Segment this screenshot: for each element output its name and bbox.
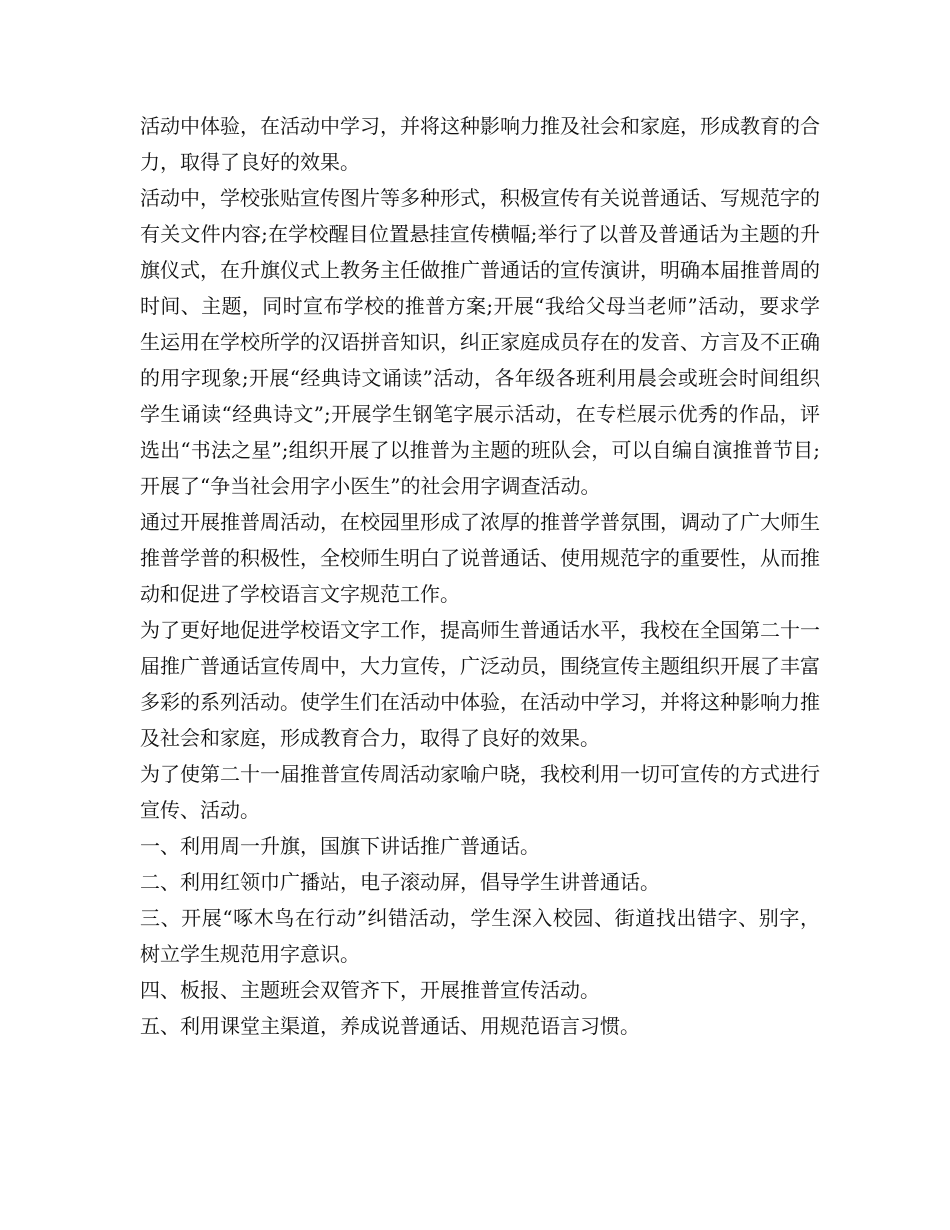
paragraph-5: 为了使第二十一届推普宣传周活动家喻户晓，我校利用一切可宣传的方式进行宣传、活动。 [140, 762, 820, 822]
paragraph-4: 为了更好地促进学校语文字工作，提高师生普通话水平，我校在全国第二十一届推广普通话宣传周中，大力宣传，广泛动员，围绕宣传主题组织开展了丰富多彩的系列活动。使学生们在活动中体验，在活动中学习，并将这种影响力推及社会和家庭，形成教育合力，取得了良好的效果。 [140, 618, 820, 750]
list-item-4: 四、板报、主题班会双管齐下，开展推普宣传活动。 [140, 978, 600, 1002]
list-item-5: 五、利用课堂主渠道，养成说普通话、用规范语言习惯。 [140, 1014, 640, 1038]
paragraph-1: 活动中体验，在活动中学习，并将这种影响力推及社会和家庭，形成教育的合力，取得了良好的效果。 [140, 114, 820, 174]
paragraph-2: 活动中，学校张贴宣传图片等多种形式，积极宣传有关说普通话、写规范字的有关文件内容;在学校醒目位置悬挂宣传横幅;举行了以普及普通话为主题的升旗仪式，在升旗仪式上教务主任做推广普通话的宣传演讲，明确本届推普周的时间、主题，同时宣布学校的推普方案;开展“我给父母当老师”活动，要求学生运用在学校所学的汉语拼音知识，纠正家庭成员存在的发音、方言及不正确的用字现象;开展“经典诗文诵读”活动，各年级各班利用晨会或班会时间组织学生诵读“经典诗文”;开展学生钢笔字展示活动，在专栏展示优秀的作品，评选出“书法之星”;组织开展了以推普为主题的班队会，可以自编自演推普节目;开展了“争当社会用字小医生”的社会用字调查活动。 [140, 186, 820, 498]
list-item-3: 三、开展“啄木鸟在行动”纠错活动，学生深入校园、街道找出错字、别字，树立学生规范用字意识。 [140, 906, 820, 966]
list-item-2: 二、利用红领巾广播站，电子滚动屏，倡导学生讲普通话。 [140, 870, 660, 894]
list-item-1: 一、利用周一升旗，国旗下讲话推广普通话。 [140, 834, 540, 858]
paragraph-3: 通过开展推普周活动，在校园里形成了浓厚的推普学普氛围，调动了广大师生推普学普的积极性，全校师生明白了说普通话、使用规范字的重要性，从而推动和促进了学校语言文字规范工作。 [140, 510, 820, 606]
document-body [140, 108, 820, 1044]
